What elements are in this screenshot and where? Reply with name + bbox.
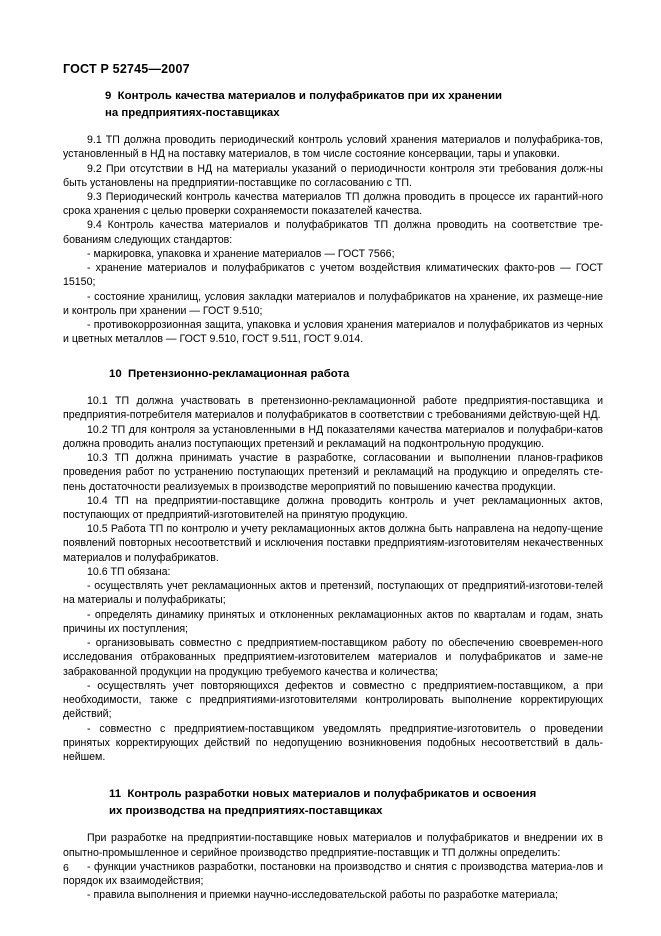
section-10-number: 10	[109, 367, 122, 380]
paragraph: 10.2 ТП для контроля за установленными в НД показателями качества материалов и полуфабри-катов должна проводить анализ поступающих претензий и рекламаций на подконтрольную продукцию.	[63, 423, 603, 450]
paragraph: 9.3 Периодический контроль качества материалов ТП должна проводить в процессе их гарантий-ного срока хранения с целью проверки сохраняемости показателей качества.	[63, 191, 603, 218]
paragraph: 9.4 Контроль качества материалов и полуфабрикатов ТП должна проводить на соответствие тре-бованиям следующих стандартов:	[63, 219, 603, 246]
paragraph: 9.2 При отсутствии в НД на материалы указаний о периодичности контроля эти требования долж-ны быть установлены на предприятии-поставщике по согласованию с ТП.	[63, 162, 603, 189]
section-11-heading	[63, 786, 603, 819]
list-item: - осуществлять учет повторяющихся дефектов и совместно с предприятием-поставщиком, а при необходимости, также с предприятиями-изготовителями контролировать выполнение корректирующих действий;	[63, 679, 603, 721]
section-9-title-line1: 9 Контроль качества материалов и полуфабрикатов при их хранении	[105, 90, 503, 102]
document-body	[63, 88, 603, 902]
page-number: 6	[63, 862, 69, 874]
section-11-title-line2: их производства на предприятиях-поставщиках	[109, 804, 383, 817]
section-11-number: 11	[109, 788, 122, 801]
list-item: - определять динамику принятых и отклоненных рекламационных актов по кварталам и годам, знать причины их поступления;	[63, 608, 603, 635]
section-11-title-text: Контроль разработки новых материалов и полуфабрикатов и освоения	[127, 788, 537, 801]
section-11-title-line1	[109, 786, 603, 803]
list-item: - противокоррозионная защита, упаковка и условия хранения материалов и полуфабрикатов из черных и цветных металлов — ГОСТ 9.510, ГОСТ 9.511, ГОСТ 9.014.	[63, 319, 603, 346]
standard-header: ГОСТ Р 52745—2007	[63, 62, 190, 76]
list-item: - правила выполнения и приемки научно-исследовательской работы по разработке материала;	[87, 889, 558, 902]
list-item: - функции участников разработки, постановки на производство и снятия с производства материа-лов и порядок их взаимодействия;	[63, 860, 603, 887]
paragraph: 10.4 ТП на предприятии-поставщике должна проводить контроль и учет рекламационных актов, поступающих от предприятий-изготовителей на принятую продукцию.	[63, 494, 603, 521]
paragraph: 10.5 Работа ТП по контролю и учету рекламационных актов должна быть направлена на недопу-щение появлений повторных несоответствий и исключения поставки предприятиям-изготовителям некачественных материалов и полуфабрикатов.	[63, 523, 603, 564]
paragraph: При разработке на предприятии-поставщике новых материалов и полуфабрикатов и внедрении их в опытно-промышленное и серийное производство предприятие-поставщик и ТП должны определить:	[63, 832, 603, 859]
section-9-title-line2: на предприятиях-поставщиках	[105, 106, 280, 119]
paragraph: 10.3 ТП должна принимать участие в разработке, согласовании и выполнении планов-графиков проведения работ по устранению поступающих претензий и рекламаций на продукцию и определять сте-пень достаточности реализуемых в производстве мероприятий по повышению качества продукции.	[63, 452, 603, 493]
paragraph: 9.1 ТП должна проводить периодический контроль условий хранения материалов и полуфабрика-тов, установленный в НД на поставку материалов, в том числе состояние консервации, тары и упаковки.	[63, 134, 603, 161]
section-11	[63, 764, 603, 902]
list-item: - хранение материалов и полуфабрикатов с учетом воздействия климатических факто-ров — ГОСТ 15150;	[63, 262, 603, 289]
list-item: - организовывать совместно с предприятием-поставщиком работу по обеспечению своевремен-ного исследования отбракованных предприятием-изготовителем материалов и полуфабрикатов и заме-не забракованной продукции на продукцию требуемого качества и количества;	[63, 637, 603, 678]
section-10-heading	[63, 366, 603, 383]
section-10	[63, 347, 603, 765]
list-item: - осуществлять учет рекламационных актов и претензий, поступающих от предприятий-изготови-телей на материалы и полуфабрикаты;	[63, 580, 603, 607]
section-9	[63, 88, 603, 347]
section-10-title-text: Претензионно-рекламационная работа	[128, 367, 350, 380]
list-item: - совместно с предприятием-поставщиком уведомлять предприятие-изготовитель о проведении принятых корректирующих действий по недопущению возникновения подобных несоответствий в даль-нейшем.	[63, 722, 603, 763]
section-10-title	[109, 366, 603, 383]
section-9-heading	[63, 88, 603, 121]
paragraph: 10.6 ТП обязана:	[87, 565, 171, 578]
list-item: - маркировка, упаковка и хранение материалов — ГОСТ 7566;	[87, 247, 395, 260]
paragraph: 10.1 ТП должна участвовать в претензионно-рекламационной работе предприятия-поставщика и предприятия-потребителя материалов и полуфабрикатов в соответствии с требованиями действую-щей НД.	[63, 395, 603, 422]
list-item: - состояние хранилищ, условия закладки материалов и полуфабрикатов на хранение, их размеще-ние и контроль при хранении — ГОСТ 9.510;	[63, 290, 603, 317]
